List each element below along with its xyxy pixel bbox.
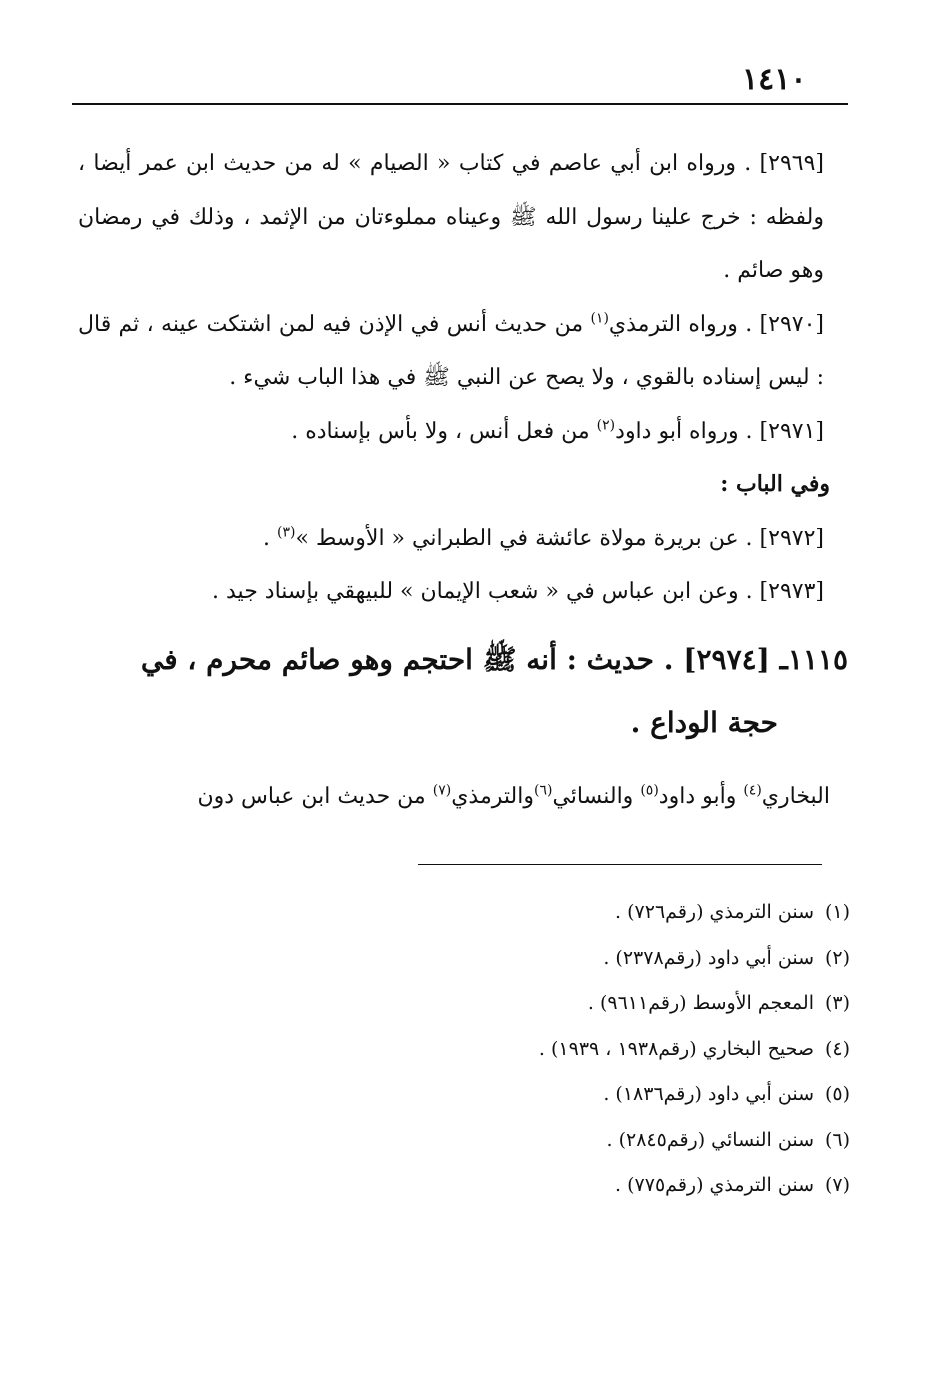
footnote bbox=[300, 1163, 850, 1209]
footnote bbox=[300, 1027, 850, 1073]
paragraph-2972 bbox=[78, 512, 844, 566]
paragraph-2972-rest: . bbox=[263, 525, 278, 551]
footnote-ref-2[interactable]: (٢) bbox=[596, 417, 616, 434]
paragraph-2970-text: [٢٩٧٠] . ورواه الترمذي bbox=[608, 311, 824, 337]
footnote-text: سنن الترمذي (رقم٧٧٥) . bbox=[615, 1174, 814, 1196]
page-number: ١٤١٠ bbox=[742, 62, 807, 97]
paragraph-2972-text: [٢٩٧٢] . عن بريرة مولاة عائشة في الطبراني « الأوسط » bbox=[295, 525, 824, 551]
footnote-number: (٧) bbox=[824, 1174, 850, 1196]
paragraph-2971-text: [٢٩٧١] . ورواه أبو داود bbox=[615, 418, 824, 444]
footnotes bbox=[300, 890, 850, 1209]
hadith-heading bbox=[78, 628, 848, 754]
footnote-number: (٤) bbox=[824, 1037, 850, 1060]
source-tail: من حديث ابن عباس دون bbox=[197, 784, 433, 809]
footnote-ref-3[interactable]: (٣) bbox=[277, 524, 296, 541]
footnote-text: صحيح البخاري (رقم١٩٣٨ ، ١٩٣٩) . bbox=[538, 1037, 814, 1060]
footnote-text: سنن أبي داود (رقم٢٣٧٨) . bbox=[603, 946, 814, 969]
footnote-ref-4[interactable]: (٤) bbox=[743, 782, 762, 799]
footnote-text: سنن أبي داود (رقم١٨٣٦) . bbox=[603, 1083, 814, 1105]
footnote bbox=[300, 890, 850, 936]
footnote bbox=[300, 1072, 850, 1118]
footnote-number: (٣) bbox=[824, 992, 850, 1014]
hadith-line-1: ١١١٥ـ [٢٩٧٤] . حديث : أنه ﷺ احتجم وهو صائم محرم ، في bbox=[140, 643, 848, 676]
paragraph-2970 bbox=[78, 298, 844, 405]
bab-heading: وفي الباب : bbox=[720, 471, 830, 497]
footnote-ref-7[interactable]: (٧) bbox=[432, 782, 452, 799]
footnote-number: (٦) bbox=[824, 1128, 850, 1151]
footnote bbox=[300, 981, 850, 1027]
footnote-text: المعجم الأوسط (رقم٩٦١١) . bbox=[587, 992, 814, 1014]
body-text bbox=[78, 137, 844, 619]
paragraph-2973: [٢٩٧٣] . وعن ابن عباس في « شعب الإيمان » للبيهقي بإسناد جيد . bbox=[212, 579, 824, 604]
source-text bbox=[78, 770, 830, 824]
footnote-number: (٢) bbox=[824, 946, 850, 969]
footnote-ref-1[interactable]: (١) bbox=[590, 310, 609, 327]
footnote-text: سنن النسائي (رقم٢٨٤٥) . bbox=[606, 1128, 814, 1151]
source-tirmidhi: والترمذي bbox=[451, 784, 534, 809]
source-paragraph bbox=[78, 770, 830, 824]
footnote bbox=[300, 936, 850, 982]
footnote-number: (٥) bbox=[824, 1083, 850, 1105]
source-nasai: والنسائي bbox=[552, 784, 641, 809]
paragraph-2971 bbox=[78, 405, 844, 459]
footnote-text: سنن الترمذي (رقم٧٢٦) . bbox=[615, 901, 814, 923]
source-bukhari: البخاري bbox=[761, 784, 830, 809]
footnote bbox=[300, 1118, 850, 1164]
footnote-number: (١) bbox=[824, 901, 850, 923]
footnote-ref-5[interactable]: (٥) bbox=[640, 782, 659, 799]
header-rule bbox=[72, 103, 848, 105]
footnote-separator bbox=[418, 864, 822, 865]
paragraph-2971-rest: من فعل أنس ، ولا بأس بإسناده . bbox=[291, 418, 597, 444]
paragraph-2969: [٢٩٦٩] . ورواه ابن أبي عاصم في كتاب « الصيام » له من حديث ابن عمر أيضا ، ولفظه : خرج علينا رسول الله ﷺ وعيناه مملوءتان من الإثمد ، وذلك في رمضان وهو صائم . bbox=[78, 151, 824, 283]
source-abu-dawud: وأبو داود bbox=[658, 784, 744, 809]
paragraph-2970-rest: من حديث أنس في الإذن فيه لمن اشتكت عينه ، ثم قال : ليس إسناده بالقوي ، ولا يصح عن النبي ﷺ في هذا الباب شيء . bbox=[78, 311, 824, 390]
footnote-ref-6[interactable]: (٦) bbox=[533, 782, 553, 799]
hadith-line-2: حجة الوداع . bbox=[630, 706, 778, 739]
